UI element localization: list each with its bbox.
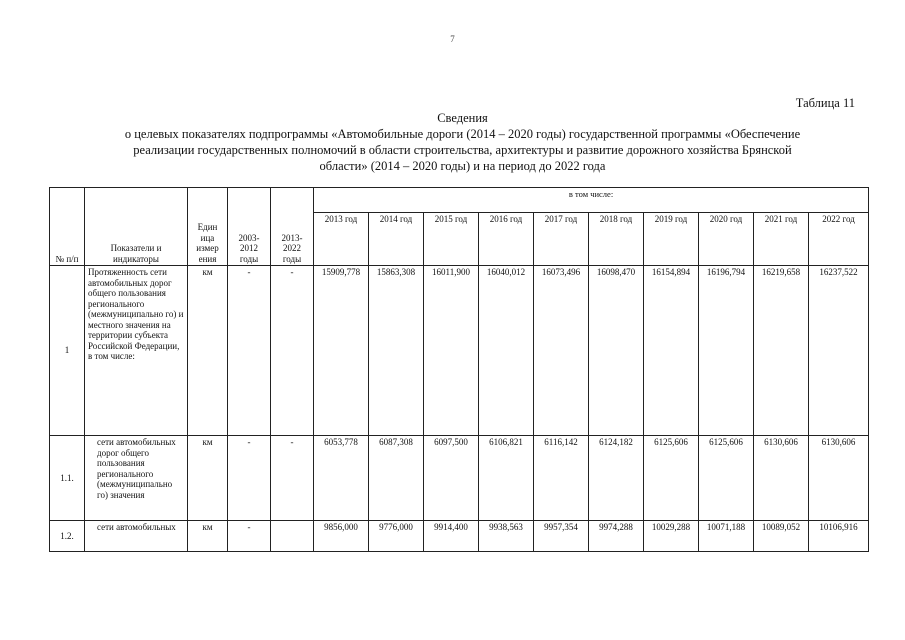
col-header-year: 2022 год [809, 213, 869, 266]
document-subtitle-line-3: области» (2014 – 2020 годы) и на период до 2022 года [319, 159, 606, 173]
row-value: 10071,188 [699, 521, 754, 552]
col-header-year: 2020 год [699, 213, 754, 266]
row-period-2003-2012: - [228, 266, 271, 436]
row-value: 6125,606 [644, 436, 699, 521]
col-header-indicator: Показатели и индикаторы [85, 188, 188, 266]
row-value: 6124,182 [589, 436, 644, 521]
row-period-2013-2022 [271, 521, 314, 552]
row-value: 10029,288 [644, 521, 699, 552]
row-value: 16237,522 [809, 266, 869, 436]
row-indicator: сети автомобильных дорог общего пользования регионального (межмуниципально го) значения [85, 436, 188, 521]
row-value: 15863,308 [369, 266, 424, 436]
row-value: 10106,916 [809, 521, 869, 552]
row-period-2013-2022: - [271, 266, 314, 436]
col-header-including: в том числе: [314, 188, 869, 213]
row-period-2003-2012: - [228, 436, 271, 521]
row-value: 9914,400 [424, 521, 479, 552]
row-value: 16219,658 [754, 266, 809, 436]
table-row [50, 266, 869, 436]
row-period-2013-2022: - [271, 436, 314, 521]
row-number: 1.1. [50, 436, 85, 521]
row-value: 6116,142 [534, 436, 589, 521]
row-value: 9974,288 [589, 521, 644, 552]
row-value: 9856,000 [314, 521, 369, 552]
row-period-2003-2012: - [228, 521, 271, 552]
table-row [50, 436, 869, 521]
row-value: 16098,470 [589, 266, 644, 436]
row-value: 6130,606 [809, 436, 869, 521]
row-value: 16040,012 [479, 266, 534, 436]
row-value: 6053,778 [314, 436, 369, 521]
row-value: 16196,794 [699, 266, 754, 436]
row-value: 10089,052 [754, 521, 809, 552]
document-subtitle-line-2: реализации государственных полномочий в области строительства, архитектуры и развитие дорожного хозяйства Брянской [133, 143, 792, 157]
table-label: Таблица 11 [795, 96, 855, 110]
col-header-year: 2017 год [534, 213, 589, 266]
col-header-year: 2015 год [424, 213, 479, 266]
document-subtitle-line-1: о целевых показателях подпрограммы «Автомобильные дороги (2014 – 2020 годы) государственной программы «Обеспечение [124, 127, 801, 141]
col-header-period-2003-2012: 2003- 2012 годы [228, 188, 271, 266]
col-header-year: 2019 год [644, 213, 699, 266]
col-header-num: № п/п [50, 188, 85, 266]
row-value: 6125,606 [699, 436, 754, 521]
col-header-unit: Един ица измер ения [188, 188, 228, 266]
col-header-year: 2013 год [314, 213, 369, 266]
row-value: 6087,308 [369, 436, 424, 521]
indicators-table [49, 187, 869, 552]
page-number: 7 [450, 34, 455, 44]
row-value: 16154,894 [644, 266, 699, 436]
row-indicator: Протяженность сети автомобильных дорог общего пользования регионального (межмуниципально го) и местного значения на территории субъекта Российской Федерации, в том числе: [85, 266, 188, 436]
row-value: 16011,900 [424, 266, 479, 436]
row-value: 6106,821 [479, 436, 534, 521]
row-number: 1 [50, 266, 85, 436]
row-unit: км [188, 436, 228, 521]
row-value: 9938,563 [479, 521, 534, 552]
document-title: Сведения [437, 111, 488, 125]
row-unit: км [188, 521, 228, 552]
table-row [50, 521, 869, 552]
row-value: 6097,500 [424, 436, 479, 521]
row-value: 15909,778 [314, 266, 369, 436]
row-value: 9957,354 [534, 521, 589, 552]
col-header-year: 2018 год [589, 213, 644, 266]
row-number: 1.2. [50, 521, 85, 552]
col-header-year: 2016 год [479, 213, 534, 266]
row-unit: км [188, 266, 228, 436]
row-indicator: сети автомобильных [85, 521, 188, 552]
col-header-period-2013-2022: 2013- 2022 годы [271, 188, 314, 266]
row-value: 16073,496 [534, 266, 589, 436]
col-header-year: 2014 год [369, 213, 424, 266]
row-value: 9776,000 [369, 521, 424, 552]
col-header-year: 2021 год [754, 213, 809, 266]
document-title-block [70, 110, 855, 174]
row-value: 6130,606 [754, 436, 809, 521]
